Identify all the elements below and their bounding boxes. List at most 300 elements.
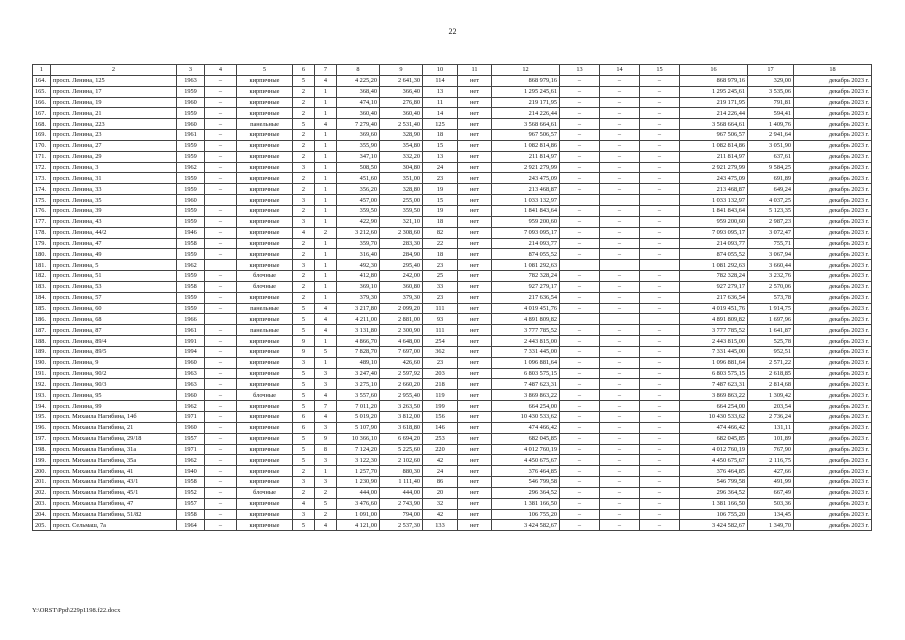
table-cell: 2 102,60 [380, 455, 423, 466]
table-cell: 4 891 809,82 [680, 314, 748, 325]
table-cell: 5 225,60 [380, 444, 423, 455]
table-cell: просп. Ленина, 21 [51, 108, 177, 119]
table-cell: 186. [33, 314, 51, 325]
table-cell: 18 [423, 249, 458, 260]
table-cell: 1 [315, 271, 337, 282]
table-cell: нет [458, 520, 492, 531]
table-cell: 10 430 533,62 [492, 412, 560, 423]
table-cell: 42 [423, 455, 458, 466]
table-cell: 682 045,85 [492, 433, 560, 444]
table-cell: 959 200,60 [680, 216, 748, 227]
table-cell: просп. Михаила Нагибина, 41 [51, 466, 177, 477]
table-cell: просп. Михаила Нагибина, 47 [51, 498, 177, 509]
table-cell: – [600, 303, 640, 314]
table-cell: 217 636,54 [680, 292, 748, 303]
table-cell: просп. Ленина, 51 [51, 271, 177, 282]
table-cell: 243 475,09 [492, 173, 560, 184]
table-cell: 134,45 [748, 509, 794, 520]
table-cell: 3 618,80 [380, 422, 423, 433]
table-cell: 444,00 [337, 487, 380, 498]
table-cell: декабрь 2023 г. [794, 379, 872, 390]
table-cell: 1 349,70 [748, 520, 794, 531]
table-cell: кирпичные [237, 357, 293, 368]
table-cell: – [600, 75, 640, 86]
table-cell: 2 570,06 [748, 281, 794, 292]
table-cell: 2 099,20 [380, 303, 423, 314]
table-cell: 213 468,87 [492, 184, 560, 195]
table-row [33, 303, 872, 314]
table-cell: 664 254,00 [492, 401, 560, 412]
table-cell: панельные [237, 303, 293, 314]
column-number-cell: 1 [33, 65, 51, 76]
table-cell: 1 082 814,86 [492, 140, 560, 151]
table-cell: 5 [315, 498, 337, 509]
table-cell: 192. [33, 379, 51, 390]
table-row [33, 173, 872, 184]
table-cell: 3 [315, 368, 337, 379]
table-cell: декабрь 2023 г. [794, 162, 872, 173]
table-cell: 284,90 [380, 249, 423, 260]
table-cell: просп. Ленина, 5 [51, 260, 177, 271]
table-row [33, 205, 872, 216]
table-cell: – [560, 444, 600, 455]
table-cell: 93 [423, 314, 458, 325]
table-cell: 101,89 [748, 433, 794, 444]
table-cell: – [640, 108, 680, 119]
table-cell: – [600, 249, 640, 260]
table-cell: кирпичные [237, 151, 293, 162]
table-cell: 2 537,30 [380, 520, 423, 531]
table-cell: 175. [33, 195, 51, 206]
table-cell: 321,10 [380, 216, 423, 227]
table-cell: 5 [293, 455, 315, 466]
table-cell: – [600, 292, 640, 303]
table-row [33, 368, 872, 379]
table-cell: 3 812,00 [380, 412, 423, 423]
table-cell: 5 [293, 119, 315, 130]
table-cell: 3 217,80 [337, 303, 380, 314]
table-cell: 351,00 [380, 173, 423, 184]
table-cell: 213 468,87 [680, 184, 748, 195]
table-cell: 4 012 760,19 [492, 444, 560, 455]
table-cell: 1 641,87 [748, 325, 794, 336]
table-cell: 474 466,42 [680, 422, 748, 433]
table-cell: панельные [237, 119, 293, 130]
table-cell: 1 [315, 173, 337, 184]
table-cell: – [205, 336, 237, 347]
table-cell: просп. Ленина, 49 [51, 249, 177, 260]
table-cell: 202. [33, 487, 51, 498]
table-cell: 106 755,20 [492, 509, 560, 520]
table-cell: декабрь 2023 г. [794, 433, 872, 444]
table-cell: 369,10 [337, 281, 380, 292]
table-row [33, 75, 872, 86]
table-cell: – [640, 520, 680, 531]
table-row [33, 119, 872, 130]
table-cell: кирпичные [237, 249, 293, 260]
table-cell: – [640, 357, 680, 368]
table-cell: 283,30 [380, 238, 423, 249]
table-cell: – [560, 401, 600, 412]
table-row [33, 379, 872, 390]
table-cell: нет [458, 271, 492, 282]
table-cell: 1 096 881,64 [680, 357, 748, 368]
table-cell: 2 660,20 [380, 379, 423, 390]
table-cell: – [560, 509, 600, 520]
table-cell: – [560, 140, 600, 151]
table-cell [640, 260, 680, 271]
table-cell: – [205, 401, 237, 412]
table-cell: 203 [423, 368, 458, 379]
table-cell: 190. [33, 357, 51, 368]
table-cell: кирпичные [237, 216, 293, 227]
table-cell: 2 308,60 [380, 227, 423, 238]
column-number-cell: 13 [560, 65, 600, 76]
table-cell: – [205, 227, 237, 238]
table-cell [600, 195, 640, 206]
table-cell: 6 [293, 422, 315, 433]
table-cell: 2 881,00 [380, 314, 423, 325]
table-cell: 2 [315, 227, 337, 238]
table-cell: 4 [315, 325, 337, 336]
table-row [33, 422, 872, 433]
table-cell: просп. Михаила Нагибина, 51/82 [51, 509, 177, 520]
table-row [33, 412, 872, 423]
table-row [33, 477, 872, 488]
table-cell: 181. [33, 260, 51, 271]
table-cell: 1 [315, 151, 337, 162]
table-cell: декабрь 2023 г. [794, 216, 872, 227]
table-cell: – [640, 487, 680, 498]
table-cell: просп. Ленина, 43 [51, 216, 177, 227]
table-cell: кирпичные [237, 422, 293, 433]
table-cell: нет [458, 75, 492, 86]
column-number-cell: 17 [748, 65, 794, 76]
table-cell: декабрь 2023 г. [794, 151, 872, 162]
table-cell: 356,20 [337, 184, 380, 195]
table-cell [640, 314, 680, 325]
table-cell: 2 [293, 271, 315, 282]
table-cell: – [560, 433, 600, 444]
table-cell: – [640, 205, 680, 216]
table-cell: – [205, 86, 237, 97]
table-cell: 11 [423, 97, 458, 108]
table-cell: нет [458, 336, 492, 347]
table-cell: – [560, 477, 600, 488]
table-cell: блочные [237, 271, 293, 282]
table-cell: 214 093,77 [680, 238, 748, 249]
table-cell: – [600, 97, 640, 108]
table-cell: 359,50 [380, 205, 423, 216]
table-cell: – [600, 336, 640, 347]
table-cell: 189. [33, 346, 51, 357]
table-cell: 211 814,97 [492, 151, 560, 162]
table-row [33, 401, 872, 412]
table-row [33, 86, 872, 97]
table-cell: декабрь 2023 г. [794, 498, 872, 509]
table-cell: 13 [423, 86, 458, 97]
table-cell: 5 [293, 520, 315, 531]
table-cell: декабрь 2023 г. [794, 357, 872, 368]
table-cell: 2 [293, 205, 315, 216]
table-cell: декабрь 2023 г. [794, 314, 872, 325]
table-cell: 767,90 [748, 444, 794, 455]
table-cell: нет [458, 205, 492, 216]
table-cell: кирпичные [237, 455, 293, 466]
table-cell: декабрь 2023 г. [794, 227, 872, 238]
table-cell: кирпичные [237, 412, 293, 423]
table-row [33, 162, 872, 173]
table-cell: 1959 [177, 151, 205, 162]
table-cell: нет [458, 412, 492, 423]
table-cell: 1959 [177, 173, 205, 184]
table-cell: декабрь 2023 г. [794, 249, 872, 260]
table-cell: 7 279,40 [337, 119, 380, 130]
table-cell: 347,10 [337, 151, 380, 162]
table-cell: просп. Ленина, 68 [51, 314, 177, 325]
table-cell: – [600, 119, 640, 130]
table-cell: – [600, 466, 640, 477]
table-cell: – [560, 390, 600, 401]
table-cell: 3 [293, 357, 315, 368]
table-cell: декабрь 2023 г. [794, 466, 872, 477]
table-cell: – [640, 292, 680, 303]
table-cell: – [205, 477, 237, 488]
table-cell: 1 091,00 [337, 509, 380, 520]
table-cell: 1971 [177, 444, 205, 455]
table-cell: 1 [315, 336, 337, 347]
table-cell: – [640, 477, 680, 488]
table-cell: 106 755,20 [680, 509, 748, 520]
table-cell: 2 [293, 184, 315, 195]
table-cell: 14 [423, 108, 458, 119]
table-cell: декабрь 2023 г. [794, 336, 872, 347]
column-number-cell: 3 [177, 65, 205, 76]
table-cell: – [640, 433, 680, 444]
table-cell: 7 011,20 [337, 401, 380, 412]
table-cell: 369,60 [337, 130, 380, 141]
table-cell: кирпичные [237, 108, 293, 119]
table-cell: – [600, 325, 640, 336]
table-cell: – [205, 216, 237, 227]
table-cell: нет [458, 444, 492, 455]
table-cell: – [205, 390, 237, 401]
table-cell: 959 200,60 [492, 216, 560, 227]
table-cell: 791,81 [748, 97, 794, 108]
table-cell: кирпичные [237, 520, 293, 531]
table-cell: – [560, 130, 600, 141]
table-cell: декабрь 2023 г. [794, 487, 872, 498]
table-cell: 4 891 809,82 [492, 314, 560, 325]
table-cell: – [600, 487, 640, 498]
table-cell: – [600, 205, 640, 216]
column-number-cell: 18 [794, 65, 872, 76]
table-cell: – [560, 184, 600, 195]
table-cell: 1960 [177, 422, 205, 433]
table-cell: – [600, 130, 640, 141]
table-row [33, 281, 872, 292]
table-cell: 1961 [177, 325, 205, 336]
table-cell: 24 [423, 466, 458, 477]
table-cell: нет [458, 357, 492, 368]
table-cell: – [560, 238, 600, 249]
table-cell: просп. Ленина, 31 [51, 173, 177, 184]
table-cell: 1 914,75 [748, 303, 794, 314]
table-cell: кирпичные [237, 227, 293, 238]
table-cell: 5 [293, 303, 315, 314]
table-cell: декабрь 2023 г. [794, 140, 872, 151]
table-cell: – [640, 444, 680, 455]
table-cell: 366,40 [380, 86, 423, 97]
table-cell: кирпичные [237, 314, 293, 325]
table-cell: 3 424 582,67 [680, 520, 748, 531]
table-cell: кирпичные [237, 401, 293, 412]
table-cell: декабрь 2023 г. [794, 97, 872, 108]
table-row [33, 498, 872, 509]
table-cell: 5 123,35 [748, 205, 794, 216]
table-cell: 3 777 785,52 [492, 325, 560, 336]
table-cell: просп. Михаила Нагибина, 29/18 [51, 433, 177, 444]
table-cell: нет [458, 86, 492, 97]
table-cell: – [640, 238, 680, 249]
table-cell: 491,99 [748, 477, 794, 488]
table-cell: – [205, 162, 237, 173]
table-cell: просп. Ленина, 95 [51, 390, 177, 401]
table-cell: 1957 [177, 433, 205, 444]
table-cell: просп. Ленина, 90/3 [51, 379, 177, 390]
table-cell: 546 799,58 [492, 477, 560, 488]
table-cell: 4 450 675,67 [492, 455, 560, 466]
table-cell: 3 476,60 [337, 498, 380, 509]
table-cell: нет [458, 260, 492, 271]
table-cell: просп. Михаила Нагибина, 21 [51, 422, 177, 433]
table-cell: 218 [423, 379, 458, 390]
table-cell: 880,30 [380, 466, 423, 477]
table-cell: 1 257,70 [337, 466, 380, 477]
table-cell: – [640, 119, 680, 130]
table-cell: 3 [315, 379, 337, 390]
table-cell: 1 111,40 [380, 477, 423, 488]
table-cell: – [640, 379, 680, 390]
table-cell: – [600, 140, 640, 151]
table-cell: 360,40 [380, 108, 423, 119]
housing-register-table [32, 64, 872, 531]
table-cell: 200. [33, 466, 51, 477]
table-cell: – [600, 346, 640, 357]
table-cell: 276,80 [380, 97, 423, 108]
table-row [33, 433, 872, 444]
table-cell: 4 648,00 [380, 336, 423, 347]
table-cell: – [640, 303, 680, 314]
table-cell: 111 [423, 303, 458, 314]
table-cell: нет [458, 97, 492, 108]
table-cell: 1 [315, 86, 337, 97]
column-number-cell: 11 [458, 65, 492, 76]
table-cell: 254 [423, 336, 458, 347]
table-cell: 5 [293, 401, 315, 412]
table-cell: 1959 [177, 140, 205, 151]
table-cell: 5 [293, 390, 315, 401]
table-row [33, 184, 872, 195]
table-cell: нет [458, 477, 492, 488]
table-cell: 2 300,90 [380, 325, 423, 336]
table-cell: 23 [423, 260, 458, 271]
table-cell: нет [458, 108, 492, 119]
table-cell: 165. [33, 86, 51, 97]
column-number-cell: 15 [640, 65, 680, 76]
table-cell: кирпичные [237, 97, 293, 108]
table-cell: 4 211,00 [337, 314, 380, 325]
table-cell: 180. [33, 249, 51, 260]
table-cell: 185. [33, 303, 51, 314]
table-cell: 188. [33, 336, 51, 347]
table-cell: просп. Михаила Нагибина, 31а [51, 444, 177, 455]
table-cell: 1958 [177, 509, 205, 520]
table-cell: 164. [33, 75, 51, 86]
table-cell: 379,30 [380, 292, 423, 303]
table-cell: 1 033 132,97 [492, 195, 560, 206]
table-cell: 3 869 863,22 [492, 390, 560, 401]
table-cell: 173. [33, 173, 51, 184]
table-cell: 1 [315, 184, 337, 195]
table-cell: 2 [293, 292, 315, 303]
table-cell: нет [458, 173, 492, 184]
table-cell: – [205, 357, 237, 368]
table-cell: – [205, 379, 237, 390]
table-cell: нет [458, 390, 492, 401]
table-cell: 2 [293, 466, 315, 477]
table-cell: блочные [237, 487, 293, 498]
table-cell: – [600, 184, 640, 195]
table-cell: – [600, 368, 640, 379]
table-cell: 214 226,44 [680, 108, 748, 119]
table-cell: – [560, 357, 600, 368]
table-cell: 184. [33, 292, 51, 303]
table-cell: – [205, 346, 237, 357]
table-cell: нет [458, 162, 492, 173]
table-cell: просп. Михаила Нагибина, 43/1 [51, 477, 177, 488]
table-cell: 4 012 760,19 [680, 444, 748, 455]
table-cell: 255,00 [380, 195, 423, 206]
table-cell: 2 921 279,99 [680, 162, 748, 173]
table-cell: – [640, 227, 680, 238]
table-cell: 316,40 [337, 249, 380, 260]
table-cell: декабрь 2023 г. [794, 86, 872, 97]
table-cell: декабрь 2023 г. [794, 520, 872, 531]
table-row [33, 260, 872, 271]
table-cell: 4 121,00 [337, 520, 380, 531]
table-cell: 1971 [177, 412, 205, 423]
table-cell: декабрь 2023 г. [794, 303, 872, 314]
table-cell: 42 [423, 509, 458, 520]
table-cell: 1946 [177, 227, 205, 238]
table-cell: 3 424 582,67 [492, 520, 560, 531]
table-cell: 23 [423, 292, 458, 303]
table-cell: декабрь 2023 г. [794, 325, 872, 336]
table-cell: 9 [293, 336, 315, 347]
table-cell: 1959 [177, 249, 205, 260]
column-number-cell: 10 [423, 65, 458, 76]
table-cell: нет [458, 151, 492, 162]
table-cell: 7 487 623,31 [680, 379, 748, 390]
table-cell: 1 697,96 [748, 314, 794, 325]
table-cell: нет [458, 227, 492, 238]
table-cell: нет [458, 498, 492, 509]
table-cell: кирпичные [237, 205, 293, 216]
table-cell: 170. [33, 140, 51, 151]
table-cell: – [640, 249, 680, 260]
table-cell: 8 [315, 444, 337, 455]
